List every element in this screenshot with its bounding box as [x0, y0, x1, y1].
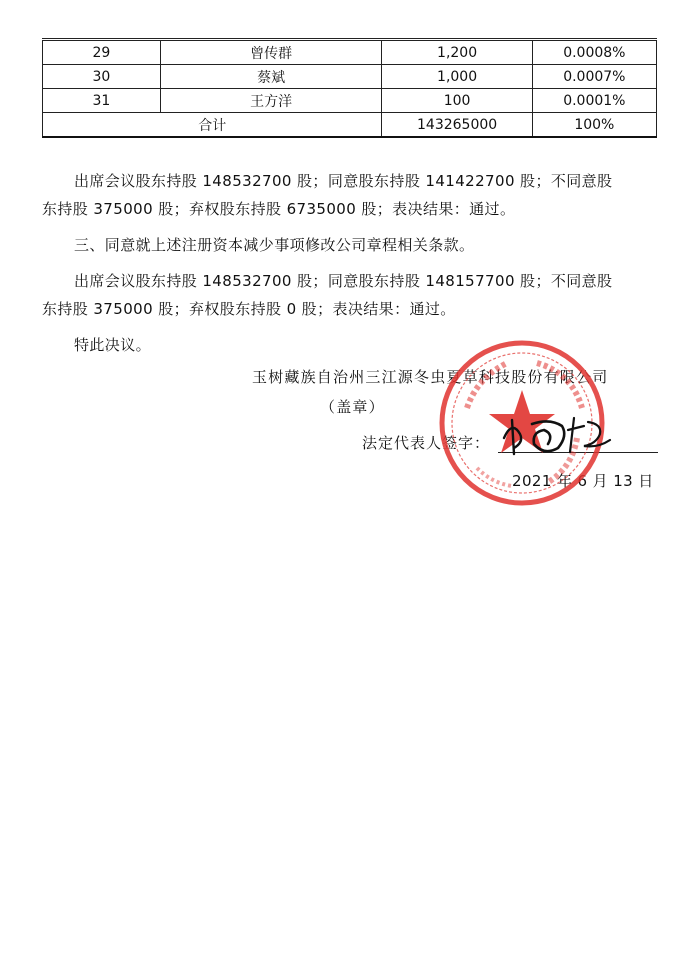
vote-result-1-line-1: 出席会议股东持股 148532700 股；同意股东持股 141422700 股；不同意股 — [74, 172, 613, 190]
table-total-row — [43, 113, 657, 138]
seal-label: （盖章） — [320, 398, 385, 416]
vote-result-1-line-2: 东持股 375000 股；弃权股东持股 6735000 股；表决结果：通过。 — [42, 200, 516, 218]
vote-result-2-line-1: 出席会议股东持股 148532700 股；同意股东持股 148157700 股；不同意股 — [74, 272, 613, 290]
shareholder-name: 曾传群 — [160, 41, 382, 65]
share-count: 1,000 — [382, 65, 532, 89]
table-top-border — [42, 38, 657, 39]
total-shares: 143265000 — [382, 113, 532, 138]
table-row — [43, 41, 657, 65]
company-name: 玉树藏族自治州三江源冬虫夏草科技股份有限公司 — [252, 368, 609, 386]
share-count: 100 — [382, 89, 532, 113]
share-percentage: 0.0001% — [532, 89, 656, 113]
closing-statement: 特此决议。 — [74, 336, 152, 354]
share-percentage: 0.0007% — [532, 65, 656, 89]
total-label: 合计 — [43, 113, 382, 138]
row-number: 30 — [43, 65, 161, 89]
legal-representative-label: 法定代表人签字： — [362, 434, 491, 452]
handwritten-signature-icon — [498, 410, 628, 460]
shareholder-table — [42, 40, 657, 138]
share-percentage: 0.0008% — [532, 41, 656, 65]
share-count: 1,200 — [382, 41, 532, 65]
shareholder-name: 王方洋 — [160, 89, 382, 113]
row-number: 29 — [43, 41, 161, 65]
table-row — [43, 89, 657, 113]
row-number: 31 — [43, 89, 161, 113]
vote-result-2-line-2: 东持股 375000 股；弃权股东持股 0 股；表决结果：通过。 — [42, 300, 456, 318]
total-percentage: 100% — [532, 113, 656, 138]
resolution-date: 2021 年 6 月 13 日 — [512, 472, 654, 490]
table-row — [43, 65, 657, 89]
resolution-3-heading: 三、同意就上述注册资本减少事项修改公司章程相关条款。 — [74, 236, 475, 254]
shareholder-name: 蔡斌 — [160, 65, 382, 89]
